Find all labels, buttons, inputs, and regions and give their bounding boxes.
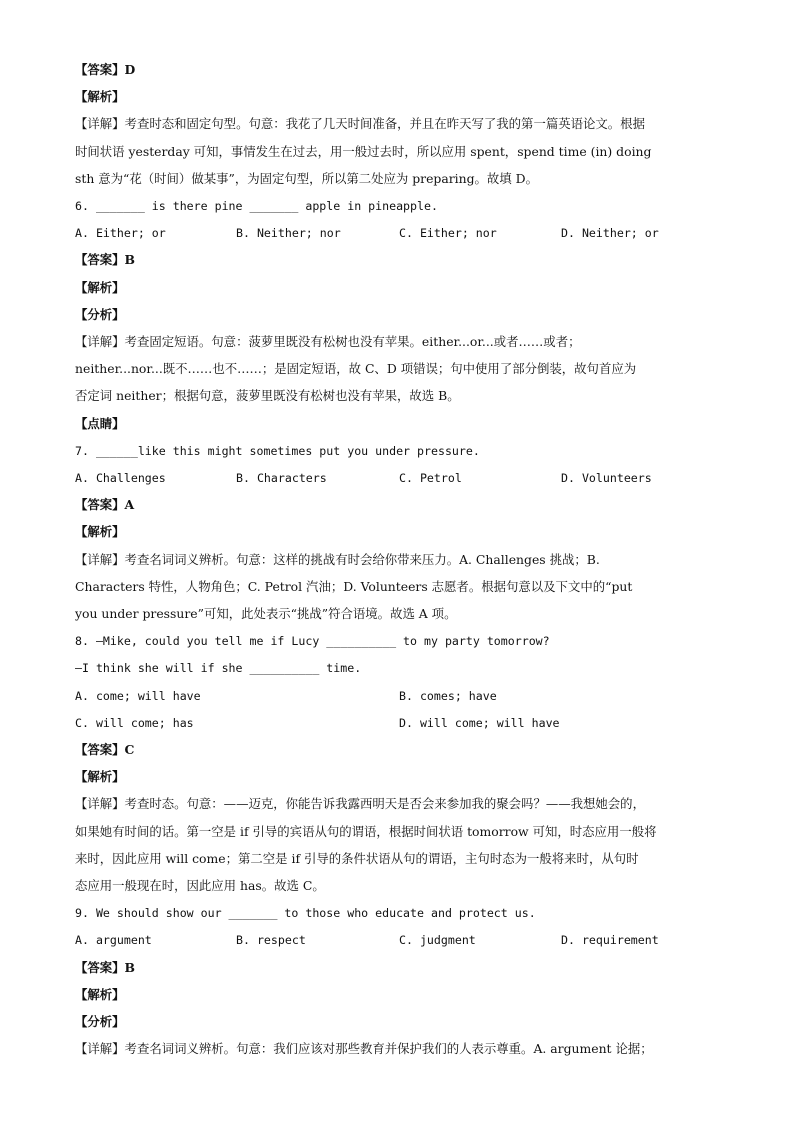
section-label: 【分析】 (75, 307, 125, 322)
option-a: A. argument (75, 933, 152, 947)
option-c: C. judgment (399, 933, 476, 947)
explanation-line: Characters 特性，人物角色；C. Petrol 汽油；D. Volunteers 志愿者。根据句意以及下文中的“put (75, 579, 633, 594)
option-c: C. Either; nor (399, 226, 497, 240)
section-label: 【解析】 (75, 524, 125, 539)
section-label: 【答案】C (75, 742, 135, 757)
explanation-line: 否定词 neither；根据句意，菠萝里既没有松树也没有苹果，故选 B。 (75, 388, 460, 403)
section-label: 【答案】B (75, 960, 136, 975)
explanation-line: 来时，因此应用 will come；第二空是 if 引导的条件状语从句的谓语，主句时态为一般将来时，从句时 (75, 851, 639, 866)
section-label: 【分析】 (75, 1014, 125, 1029)
question-text: 8. —Mike, could you tell me if Lucy __________ to my party tomorrow? (75, 634, 550, 648)
explanation-line: 【详解】考查名词词义辨析。句意：我们应该对那些教育并保护我们的人表示尊重。A. argument 论据； (75, 1041, 653, 1056)
option-d: D. Volunteers (561, 471, 652, 485)
option-d: D. requirement (561, 933, 659, 947)
question-text: 7. ______like this might sometimes put you under pressure. (75, 444, 480, 458)
option-a: A. Challenges (75, 471, 166, 485)
explanation-line: neither...nor...既不……也不……；是固定短语，故 C、D 项错误；句中使用了部分倒装，故句首应为 (75, 361, 637, 376)
option-c: C. Petrol (399, 471, 462, 485)
question-text: —I think she will if she __________ time. (75, 661, 362, 675)
explanation-line: 时间状语 yesterday 可知，事情发生在过去，用一般过去时，所以应用 spent，spend time (in) doing (75, 144, 652, 159)
option-b: B. respect (236, 933, 306, 947)
explanation-line: you under pressure”可知，此处表示“挑战”符合语境。故选 A 项。 (75, 606, 457, 621)
option-d: D. will come; will have (399, 716, 560, 730)
explanation-line: 态应用一般现在时，因此应用 has。故选 C。 (75, 878, 325, 893)
option-c: C. will come; has (75, 716, 194, 730)
section-label: 【答案】B (75, 252, 136, 267)
question-text: 9. We should show our _______ to those who educate and protect us. (75, 906, 536, 920)
section-label: 【解析】 (75, 89, 125, 104)
option-a: A. come; will have (75, 689, 201, 703)
explanation-line: 【详解】考查时态。句意：——迈克，你能告诉我露西明天是否会来参加我的聚会吗？——我想她会的， (75, 796, 645, 811)
option-b: B. Characters (236, 471, 327, 485)
section-label: 【点睛】 (75, 416, 125, 431)
option-a: A. Either; or (75, 226, 166, 240)
explanation-line: sth 意为“花（时间）做某事”，为固定句型，所以第二处应为 preparing。故填 D。 (75, 171, 538, 186)
explanation-line: 如果她有时间的话。第一空是 if 引导的宾语从句的谓语，根据时间状语 tomorrow 可知，时态应用一般将 (75, 824, 657, 839)
explanation-line: 【详解】考查固定短语。句意：菠萝里既没有松树也没有苹果。either...or...或者……或者； (75, 334, 581, 349)
option-d: D. Neither; or (561, 226, 659, 240)
question-text: 6. _______ is there pine _______ apple in pineapple. (75, 199, 438, 213)
explanation-line: 【详解】考查时态和固定句型。句意：我花了几天时间准备，并且在昨天写了我的第一篇英语论文。根据 (75, 116, 645, 131)
section-label: 【答案】D (75, 62, 136, 77)
section-label: 【解析】 (75, 769, 125, 784)
explanation-line: 【详解】考查名词词义辨析。句意：这样的挑战有时会给你带来压力。A. Challenges 挑战；B. (75, 552, 600, 567)
option-b: B. Neither; nor (236, 226, 341, 240)
section-label: 【解析】 (75, 280, 125, 295)
section-label: 【答案】A (75, 497, 135, 512)
section-label: 【解析】 (75, 987, 125, 1002)
option-b: B. comes; have (399, 689, 497, 703)
